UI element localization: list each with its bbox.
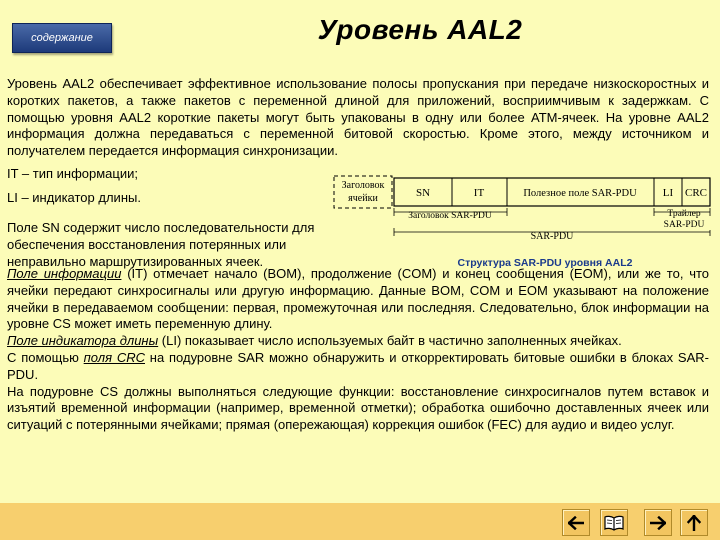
arrow-up-icon bbox=[687, 515, 701, 531]
field-sn: SN bbox=[415, 187, 431, 199]
contents-nav-button[interactable] bbox=[600, 509, 628, 536]
li-definition: LI – индикатор длины. bbox=[7, 190, 141, 205]
contents-button-label: содержание bbox=[31, 32, 93, 44]
cs-functions-text: На подуровне CS должны выполняться следующие функции: восстановление синхросигналов путем вставок и изъятий временной информации (например, временной отметки); обработка ошибочно доставленных ячеек или ситуаций с потерянными ячейками; прямая (опережающая) коррекция ошибок (FEC) для аудио и видео услуг. bbox=[7, 383, 709, 433]
trailer-label-1: Трайлер bbox=[667, 209, 701, 219]
li-field-text: (LI) показывает число используемых байт в частично заполненных ячейках. bbox=[158, 333, 622, 349]
intro-paragraph: Уровень AAL2 обеспечивает эффективное использование полосы пропускания при передаче низкоскоростных и коротких пакетов, а также пакетов с переменной длиной для приложений, восприимчивым к задержкам. С помощью уровня AAL2 короткие пакеты могут быть упакованы в одну или более ATM-ячеек. На уровне AAL2 информация должна передаваться с переменной битовой скоростью. Кроме этого, между источником и получателем передается информация синхронизации. bbox=[7, 76, 709, 159]
prev-slide-button[interactable] bbox=[562, 509, 590, 536]
up-button[interactable] bbox=[680, 509, 708, 536]
sar-header-label: Заголовок SAR-PDU bbox=[408, 211, 492, 221]
trailer-label-2: SAR-PDU bbox=[663, 220, 705, 230]
cell-header-label-2: ячейки bbox=[348, 193, 378, 204]
info-field-text: (IT) отмечает начало (BOM), продолжение (COM) и конец сообщения (EOM), или же то, что ячейки передают синхросигналы или другую информацию. Данные BOM, COM и EOM указывают на положение ячейки в передаваемом сообщении: первая, промежуточная или последняя. Следовательно, блок информации на уровне CS может иметь переменную длину. bbox=[7, 266, 710, 332]
cell-header-label-1: Заголовок bbox=[341, 180, 385, 191]
arrow-right-icon bbox=[650, 516, 666, 530]
field-payload: Полезное поле SAR-PDU bbox=[523, 188, 637, 199]
slide-title: Уровень AAL2 bbox=[317, 14, 523, 45]
book-icon bbox=[604, 515, 624, 531]
diagram-caption: Структура SAR-PDU уровня AAL2 bbox=[457, 257, 633, 269]
crc-field-term: поля CRC bbox=[83, 349, 145, 365]
sar-pdu-label: SAR-PDU bbox=[530, 231, 574, 242]
info-field-term: Поле информации bbox=[7, 266, 122, 281]
crc-pre-text: С помощью bbox=[7, 349, 84, 365]
li-field-term: Поле индикатора длины bbox=[7, 333, 159, 349]
field-li: LI bbox=[662, 187, 674, 199]
lower-text bbox=[7, 266, 709, 434]
crc-field-text: на подуровне SAR можно обнаружить и откорректировать битовые ошибки в блоках SAR-PDU. bbox=[7, 349, 709, 382]
contents-button[interactable] bbox=[12, 23, 112, 53]
it-definition: IT – тип информации; bbox=[7, 166, 138, 181]
sn-paragraph: Поле SN содержит число последовательности для обеспечения восстановления потерянных или неправильно маршрутизированных ячеек. bbox=[7, 220, 315, 269]
field-crc: CRC bbox=[684, 187, 708, 199]
field-it: IT bbox=[473, 187, 485, 199]
next-slide-button[interactable] bbox=[644, 509, 672, 536]
arrow-left-icon bbox=[568, 516, 584, 530]
